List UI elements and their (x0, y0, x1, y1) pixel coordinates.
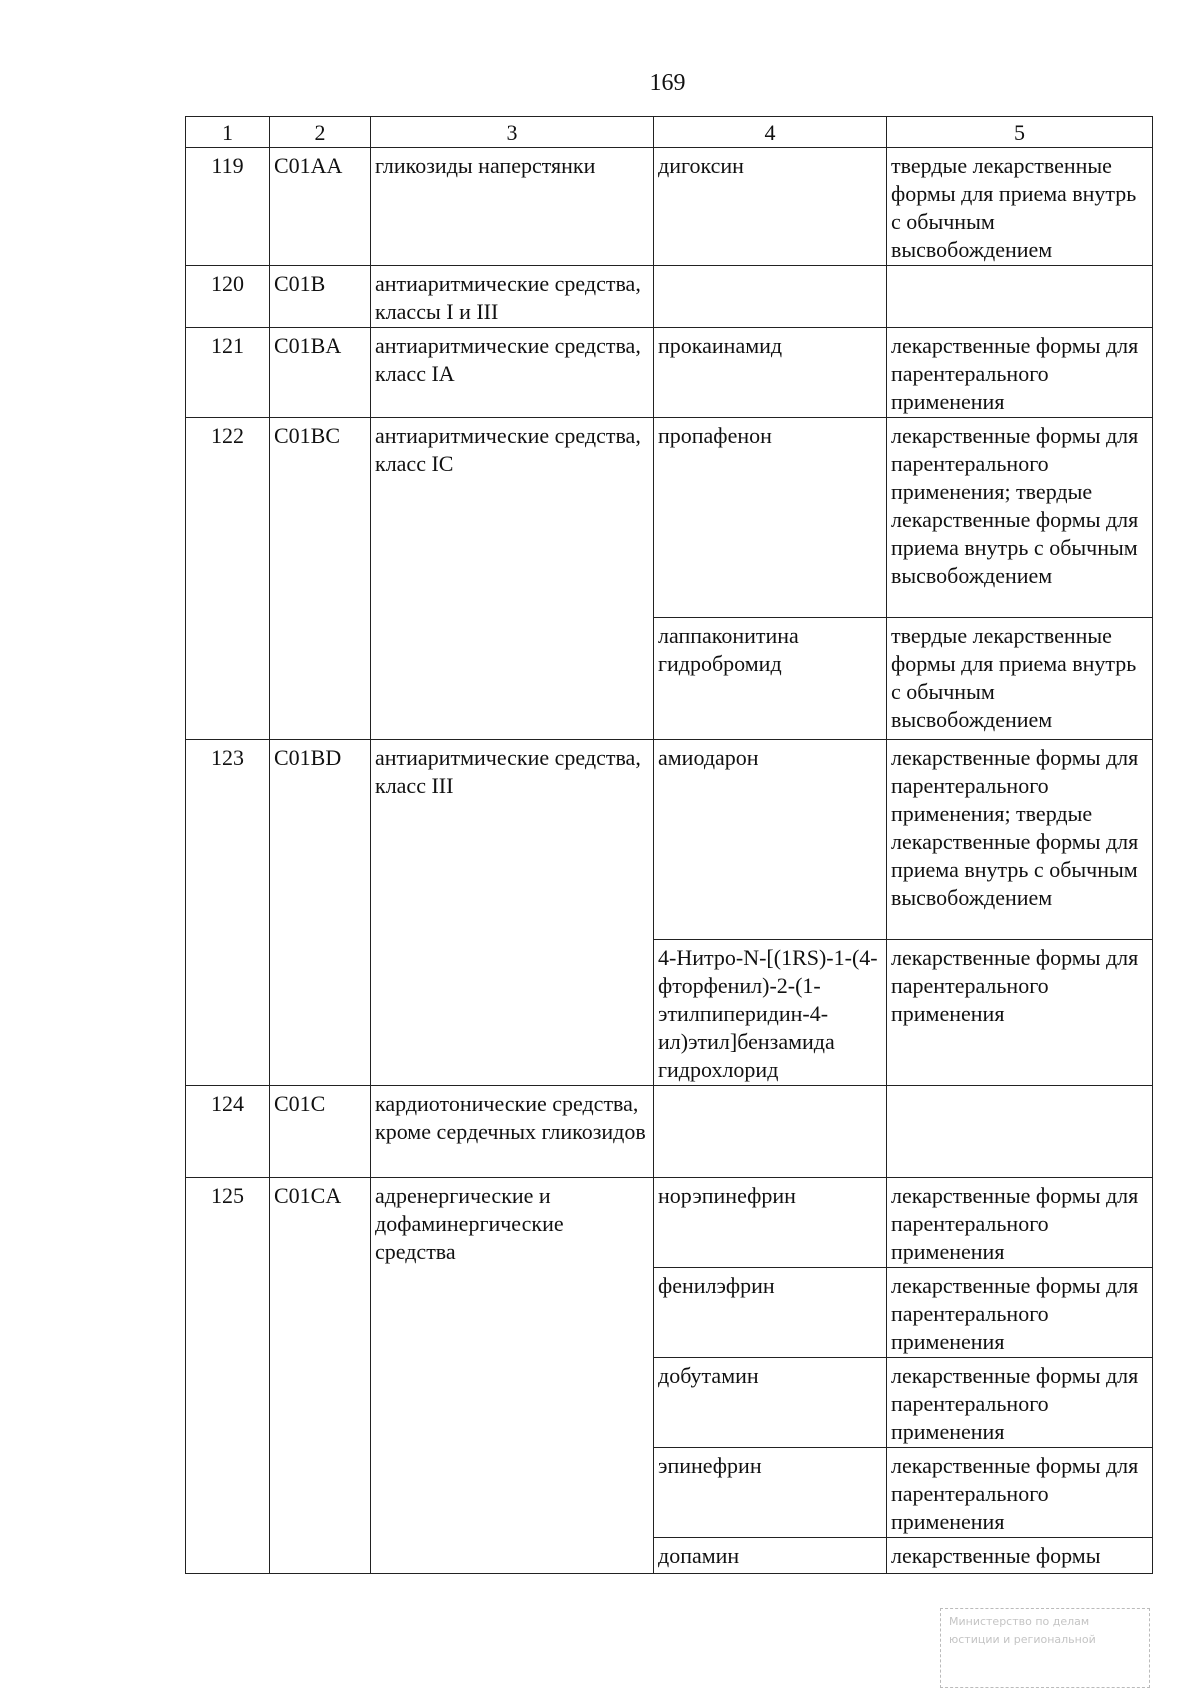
page-number: 169 (649, 70, 686, 96)
table-row (186, 740, 1153, 940)
group-name: антиаритмические средства, классы I и III (371, 266, 654, 328)
drug-name: лаппаконитина гидробромид (654, 618, 887, 740)
header-cell: 5 (887, 117, 1153, 148)
table-row (186, 418, 1153, 618)
dosage-form: твердые лекарственные формы для приема внутрь с обычным высвобождением (887, 618, 1153, 740)
row-number: 120 (186, 266, 270, 328)
group-name: гликозиды наперстянки (371, 148, 654, 266)
header-cell: 1 (186, 117, 270, 148)
dosage-form: лекарственные формы для парентерального применения (887, 1268, 1153, 1358)
table-header-row (186, 117, 1153, 148)
drug-name: 4-Нитро-N-[(1RS)-1-(4-фторфенил)-2-(1-этилпиперидин-4-ил)этил]бензамида гидрохлорид (654, 940, 887, 1086)
dosage-form: лекарственные формы (887, 1538, 1153, 1574)
dosage-form: лекарственные формы для парентерального применения (887, 1178, 1153, 1268)
dosage-form (887, 1086, 1153, 1178)
row-number: 122 (186, 418, 270, 740)
drug-name (654, 266, 887, 328)
dosage-form: лекарственные формы для парентерального применения (887, 940, 1153, 1086)
atc-code: C01BC (270, 418, 371, 740)
row-number: 124 (186, 1086, 270, 1178)
group-name: антиаритмические средства, класс III (371, 740, 654, 1086)
header-cell: 4 (654, 117, 887, 148)
drug-name: фенилэфрин (654, 1268, 887, 1358)
table-row (186, 1086, 1153, 1178)
atc-code: C01C (270, 1086, 371, 1178)
atc-code: C01CA (270, 1178, 371, 1574)
table-row (186, 1178, 1153, 1268)
table-row (186, 328, 1153, 418)
atc-code: C01B (270, 266, 371, 328)
group-name: адренергические и дофаминергические средства (371, 1178, 654, 1574)
drug-name: амиодарон (654, 740, 887, 940)
drug-name: допамин (654, 1538, 887, 1574)
registration-stamp (940, 1608, 1150, 1688)
drug-name: пропафенон (654, 418, 887, 618)
header-cell: 2 (270, 117, 371, 148)
group-name: антиаритмические средства, класс IA (371, 328, 654, 418)
header-cell: 3 (371, 117, 654, 148)
group-name: кардиотонические средства, кроме сердечных гликозидов (371, 1086, 654, 1178)
drug-table (185, 116, 1153, 1574)
dosage-form: лекарственные формы для парентерального применения; твердые лекарственные формы для приема внутрь с обычным высвобождением (887, 740, 1153, 940)
atc-code: C01AA (270, 148, 371, 266)
drug-name: прокаинамид (654, 328, 887, 418)
drug-name: эпинефрин (654, 1448, 887, 1538)
drug-name: добутамин (654, 1358, 887, 1448)
dosage-form: лекарственные формы для парентерального применения (887, 1448, 1153, 1538)
stamp-line: Министерство по делам (949, 1615, 1090, 1628)
table-row (186, 266, 1153, 328)
row-number: 123 (186, 740, 270, 1086)
row-number: 125 (186, 1178, 270, 1574)
dosage-form: лекарственные формы для парентерального применения; твердые лекарственные формы для приема внутрь с обычным высвобождением (887, 418, 1153, 618)
atc-code: C01BA (270, 328, 371, 418)
dosage-form: лекарственные формы для парентерального применения (887, 328, 1153, 418)
drug-name: норэпинефрин (654, 1178, 887, 1268)
dosage-form: твердые лекарственные формы для приема внутрь с обычным высвобождением (887, 148, 1153, 266)
drug-name: дигоксин (654, 148, 887, 266)
atc-code: C01BD (270, 740, 371, 1086)
group-name: антиаритмические средства, класс IC (371, 418, 654, 740)
row-number: 119 (186, 148, 270, 266)
drug-name (654, 1086, 887, 1178)
dosage-form (887, 266, 1153, 328)
table-row (186, 148, 1153, 266)
stamp-line: юстиции и региональной (949, 1633, 1096, 1646)
dosage-form: лекарственные формы для парентерального применения (887, 1358, 1153, 1448)
row-number: 121 (186, 328, 270, 418)
